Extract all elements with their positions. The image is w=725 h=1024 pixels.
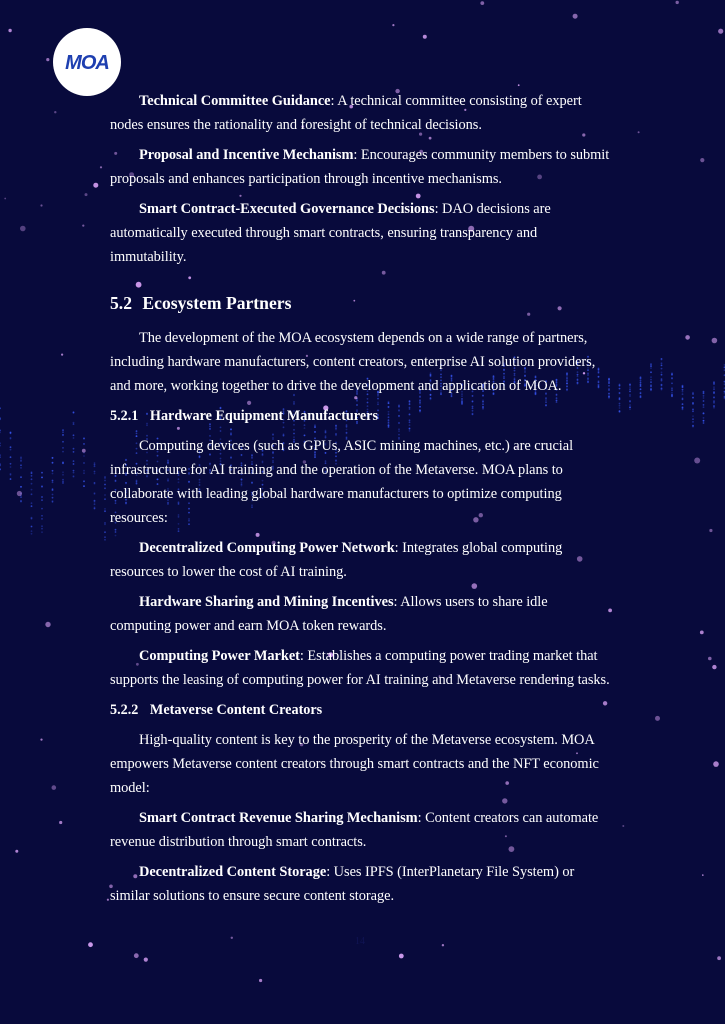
wave-dot [640, 395, 642, 397]
wave-dot [94, 507, 96, 509]
wave-dot [41, 531, 43, 533]
wave-dot [650, 363, 652, 365]
wave-dot [671, 387, 673, 389]
wave-dot [619, 399, 621, 401]
wave-dot [703, 400, 705, 402]
wave-dot [661, 362, 663, 364]
wave-dot [661, 380, 663, 382]
wave-dot [62, 479, 64, 481]
wave-dot [31, 533, 33, 535]
sparkle-dot [712, 338, 718, 344]
wave-dot [703, 412, 705, 414]
wave-dot [703, 397, 705, 399]
wave-dot [682, 389, 684, 391]
wave-dot [83, 470, 85, 472]
term-revenue-sharing: Smart Contract Revenue Sharing Mechanism [139, 810, 418, 826]
wave-dot [692, 415, 694, 417]
wave-dot [650, 384, 652, 386]
sparkle-dot [685, 335, 690, 340]
wave-dot [52, 494, 54, 496]
wave-dot [619, 403, 621, 405]
wave-dot [671, 389, 673, 391]
wave-dot [703, 404, 705, 406]
wave-dot [713, 388, 715, 390]
paragraph-revenue-sharing [110, 806, 612, 854]
wave-dot [0, 432, 1, 434]
wave-dot [713, 405, 715, 407]
wave-dot [703, 406, 705, 408]
wave-dot [619, 393, 621, 395]
wave-dot [682, 386, 684, 388]
sparkle-dot [15, 850, 18, 853]
wave-dot [104, 510, 106, 512]
wave-dot [692, 426, 694, 428]
text-proposal-incentive: : Encourages community members to submit proposals and enhances participation through incentive mechanisms. [110, 147, 610, 187]
wave-dot [31, 483, 33, 485]
text-content-storage: : Uses IPFS (InterPlanetary File System) or similar solutions to ensure secure content storage. [110, 864, 575, 904]
wave-dot [703, 420, 705, 422]
wave-dot [640, 382, 642, 384]
wave-dot [0, 463, 1, 465]
paragraph-decentralized-computing [110, 536, 612, 584]
section-heading-5-2 [110, 291, 612, 315]
wave-dot [20, 476, 22, 478]
sparkle-dot [82, 449, 86, 453]
wave-dot [104, 508, 106, 510]
wave-dot [104, 531, 106, 533]
wave-dot [52, 481, 54, 483]
term-computing-market: Computing Power Market [139, 648, 300, 664]
sparkle-dot [40, 204, 42, 206]
sparkle-dot [399, 954, 404, 959]
wave-dot [10, 466, 12, 468]
wave-dot [94, 500, 96, 502]
wave-dot [713, 402, 715, 404]
wave-dot [31, 475, 33, 477]
sparkle-dot [4, 198, 6, 200]
wave-dot [682, 393, 684, 395]
sparkle-dot [694, 458, 700, 464]
wave-dot [692, 409, 694, 411]
wave-dot [640, 392, 642, 394]
wave-dot [661, 388, 663, 390]
wave-dot [661, 385, 663, 387]
subsection-title-5-2-1: Hardware Equipment Manufacturers [149, 408, 378, 424]
subsection-heading-5-2-1 [110, 404, 612, 428]
wave-dot [73, 434, 75, 436]
wave-dot [73, 448, 75, 450]
wave-dot [31, 505, 33, 507]
text-technical-committee: : A technical committee consisting of expert nodes ensures the rationality and foresight of technical decisions. [110, 93, 582, 133]
wave-dot [671, 373, 673, 375]
moa-logo-icon [53, 28, 121, 96]
sparkle-dot [676, 1, 679, 4]
wave-dot [713, 386, 715, 388]
sparkle-dot [100, 166, 102, 168]
wave-dot [41, 477, 43, 479]
wave-dot [73, 412, 75, 414]
wave-dot [661, 372, 663, 374]
sparkle-dot [423, 35, 427, 39]
wave-dot [41, 515, 43, 517]
wave-dot [52, 457, 54, 459]
wave-dot [41, 499, 43, 501]
sparkle-dot [712, 665, 716, 669]
wave-dot [629, 408, 631, 410]
wave-dot [10, 432, 12, 434]
wave-dot [73, 463, 75, 465]
wave-dot [713, 392, 715, 394]
wave-dot [104, 494, 106, 496]
wave-dot [650, 367, 652, 369]
wave-dot [73, 422, 75, 424]
wave-dot [629, 395, 631, 397]
sparkle-dot [700, 631, 704, 635]
wave-dot [640, 380, 642, 382]
wave-dot [682, 398, 684, 400]
moa-logo-text: MOA [65, 52, 109, 74]
sparkle-dot [655, 716, 660, 721]
wave-dot [41, 528, 43, 530]
paragraph-computing-market [110, 644, 612, 692]
sparkle-dot [54, 111, 56, 113]
wave-dot [31, 530, 33, 532]
wave-dot [629, 400, 631, 402]
page-number: 14 [355, 936, 365, 947]
wave-dot [650, 388, 652, 390]
sparkle-dot [442, 944, 444, 946]
sparkle-dot [144, 958, 148, 962]
sparkle-dot [700, 158, 704, 162]
wave-dot [10, 449, 12, 451]
wave-dot [104, 536, 106, 538]
wave-dot [629, 407, 631, 409]
wave-dot [682, 391, 684, 393]
wave-dot [692, 410, 694, 412]
wave-dot [62, 474, 64, 476]
section-number-5-2: 5.2 [110, 293, 132, 313]
paragraph-technical-committee [110, 89, 612, 137]
wave-dot [629, 404, 631, 406]
sparkle-dot [107, 899, 109, 901]
wave-dot [41, 472, 43, 474]
wave-dot [713, 383, 715, 385]
wave-dot [83, 438, 85, 440]
paragraph-hardware-intro: Computing devices (such as GPUs, ASIC mining machines, etc.) are crucial infrastructure for AI training and the operation of the Metaverse. MOA plans to collaborate with leading global hardware manufacturers to optimize computing resources: [110, 438, 574, 526]
wave-dot [640, 377, 642, 379]
sparkle-dot [20, 226, 26, 232]
wave-dot [94, 492, 96, 494]
wave-dot [94, 483, 96, 485]
paragraph-proposal-incentive [110, 143, 612, 191]
wave-dot [104, 524, 106, 526]
wave-dot [62, 462, 64, 464]
wave-dot [83, 472, 85, 474]
wave-dot [41, 525, 43, 527]
sparkle-dot [93, 183, 98, 188]
wave-dot [52, 462, 54, 464]
wave-dot [703, 417, 705, 419]
wave-dot [671, 382, 673, 384]
wave-dot [20, 496, 22, 498]
wave-dot [10, 474, 12, 476]
wave-dot [31, 518, 33, 520]
wave-dot [73, 460, 75, 462]
wave-dot [31, 489, 33, 491]
sparkle-dot [718, 29, 723, 34]
wave-dot [52, 470, 54, 472]
wave-dot [31, 493, 33, 495]
wave-dot [104, 498, 106, 500]
wave-dot [52, 473, 54, 475]
wave-dot [104, 477, 106, 479]
wave-dot [41, 508, 43, 510]
subsection-heading-5-2-2 [110, 698, 612, 722]
sparkle-dot [82, 225, 84, 227]
text-decentralized-computing: : Integrates global computing resources to lower the cost of AI training. [110, 540, 563, 580]
text-computing-market: : Establishes a computing power trading market that supports the leasing of computing power for AI training and Metaverse rendering tasks. [110, 648, 610, 688]
wave-dot [0, 456, 1, 458]
wave-dot [650, 381, 652, 383]
wave-dot [20, 467, 22, 469]
wave-dot [619, 385, 621, 387]
subsection-number-5-2-2: 5.2.2 [110, 702, 139, 718]
sparkle-dot [717, 956, 721, 960]
sparkle-dot [622, 825, 624, 827]
document-body [110, 89, 612, 914]
wave-dot [31, 526, 33, 528]
wave-dot [682, 403, 684, 405]
subsection-number-5-2-1: 5.2.1 [110, 408, 139, 424]
wave-dot [640, 388, 642, 390]
term-smart-contract-governance: Smart Contract-Executed Governance Decisions [139, 201, 435, 217]
wave-dot [10, 478, 12, 480]
moa-logo [53, 28, 121, 96]
wave-dot [619, 405, 621, 407]
wave-dot [83, 455, 85, 457]
wave-dot [713, 400, 715, 402]
wave-dot [703, 392, 705, 394]
wave-dot [62, 429, 64, 431]
wave-dot [0, 442, 1, 444]
sparkle-dot [392, 24, 394, 26]
wave-dot [619, 388, 621, 390]
wave-dot [41, 518, 43, 520]
wave-dot [94, 464, 96, 466]
wave-dot [650, 365, 652, 367]
wave-dot [62, 447, 64, 449]
wave-dot [94, 465, 96, 467]
wave-dot [62, 434, 64, 436]
wave-dot [629, 388, 631, 390]
wave-dot [73, 437, 75, 439]
wave-dot [692, 393, 694, 395]
wave-dot [94, 503, 96, 505]
sparkle-dot [45, 622, 50, 627]
wave-dot [83, 481, 85, 483]
wave-dot [692, 418, 694, 420]
wave-dot [0, 445, 1, 447]
wave-dot [73, 475, 75, 477]
sparkle-dot [88, 942, 93, 947]
term-decentralized-computing: Decentralized Computing Power Network [139, 540, 395, 556]
sparkle-dot [134, 953, 139, 958]
wave-dot [20, 464, 22, 466]
wave-dot [661, 374, 663, 376]
paragraph-smart-contract-governance [110, 197, 612, 269]
wave-dot [62, 441, 64, 443]
wave-dot [692, 403, 694, 405]
sparkle-dot [638, 131, 640, 133]
wave-dot [94, 471, 96, 473]
wave-dot [31, 478, 33, 480]
wave-dot [10, 463, 12, 465]
wave-dot [20, 486, 22, 488]
wave-dot [650, 371, 652, 373]
paragraph-hardware-sharing [110, 590, 612, 638]
wave-dot [62, 451, 64, 453]
sparkle-dot [52, 785, 57, 790]
wave-dot [83, 443, 85, 445]
wave-dot [629, 384, 631, 386]
sparkle-dot [46, 58, 49, 61]
wave-dot [629, 387, 631, 389]
wave-dot [0, 430, 1, 432]
sparkle-dot [231, 937, 233, 939]
wave-dot [629, 391, 631, 393]
sparkle-dot [518, 84, 520, 86]
wave-dot [52, 497, 54, 499]
paragraph-ecosystem-intro: The development of the MOA ecosystem depends on a wide range of partners, including hardware manufacturers, content creators, enterprise AI solution providers, and more, working together to drive the development and application of MOA. [110, 330, 596, 394]
wave-dot [650, 379, 652, 381]
wave-dot [619, 407, 621, 409]
term-technical-committee: Technical Committee Guidance [139, 93, 331, 109]
wave-dot [10, 456, 12, 458]
wave-dot [619, 411, 621, 413]
wave-dot [31, 472, 33, 474]
subsection-title-5-2-2: Metaverse Content Creators [149, 702, 323, 718]
sparkle-dot [480, 1, 484, 5]
wave-dot [73, 470, 75, 472]
wave-dot [62, 471, 64, 473]
wave-dot [650, 376, 652, 378]
wave-dot [62, 481, 64, 483]
sparkle-dot [709, 529, 712, 532]
wave-dot [104, 539, 106, 541]
wave-dot [0, 454, 1, 456]
wave-dot [692, 397, 694, 399]
sparkle-dot [713, 761, 719, 767]
wave-dot [10, 437, 12, 439]
wave-dot [661, 368, 663, 370]
wave-dot [41, 496, 43, 498]
wave-dot [682, 385, 684, 387]
wave-dot [692, 421, 694, 423]
sparkle-dot [59, 821, 62, 824]
wave-dot [713, 397, 715, 399]
wave-dot [52, 500, 54, 502]
sparkle-dot [708, 657, 712, 661]
wave-dot [94, 473, 96, 475]
wave-dot [62, 431, 64, 433]
wave-dot [104, 487, 106, 489]
paragraph-content-intro: High-quality content is key to the prosperity of the Metaverse ecosystem. MOA empowers Metaverse content creators through smart contracts and the NFT economic model: [110, 732, 599, 796]
wave-dot [703, 422, 705, 424]
wave-dot [671, 392, 673, 394]
sparkle-dot [702, 874, 704, 876]
wave-dot [73, 472, 75, 474]
wave-dot [713, 407, 715, 409]
paragraph-content-storage [110, 860, 612, 908]
wave-dot [104, 484, 106, 486]
text-revenue-sharing: : Content creators can automate revenue distribution through smart contracts. [110, 810, 599, 850]
wave-dot [20, 458, 22, 460]
term-proposal-incentive: Proposal and Incentive Mechanism [139, 147, 354, 163]
term-content-storage: Decentralized Content Storage [139, 864, 327, 880]
wave-dot [682, 406, 684, 408]
wave-dot [83, 462, 85, 464]
text-smart-contract-governance: : DAO decisions are automatically executed through smart contracts, ensuring transparency and immutability. [110, 201, 551, 265]
term-hardware-sharing: Hardware Sharing and Mining Incentives [139, 594, 394, 610]
wave-dot [703, 395, 705, 397]
wave-dot [52, 489, 54, 491]
wave-dot [661, 365, 663, 367]
sparkle-dot [40, 739, 42, 741]
sparkle-dot [17, 491, 22, 496]
wave-dot [20, 500, 22, 502]
wave-dot [671, 395, 673, 397]
sparkle-dot [85, 193, 88, 196]
wave-dot [52, 480, 54, 482]
wave-dot [10, 446, 12, 448]
wave-dot [104, 480, 106, 482]
sparkle-dot [259, 979, 262, 982]
wave-dot [31, 502, 33, 504]
sparkle-dot [8, 29, 11, 32]
wave-dot [661, 359, 663, 361]
wave-dot [640, 385, 642, 387]
wave-dot [83, 485, 85, 487]
section-title-5-2: Ecosystem Partners [142, 293, 292, 313]
text-hardware-sharing: : Allows users to share idle computing power and earn MOA token rewards. [110, 594, 548, 634]
wave-dot [671, 377, 673, 379]
wave-dot [20, 460, 22, 462]
wave-dot [73, 451, 75, 453]
sparkle-dot [573, 14, 578, 19]
wave-dot [41, 485, 43, 487]
sparkle-dot [61, 354, 63, 356]
